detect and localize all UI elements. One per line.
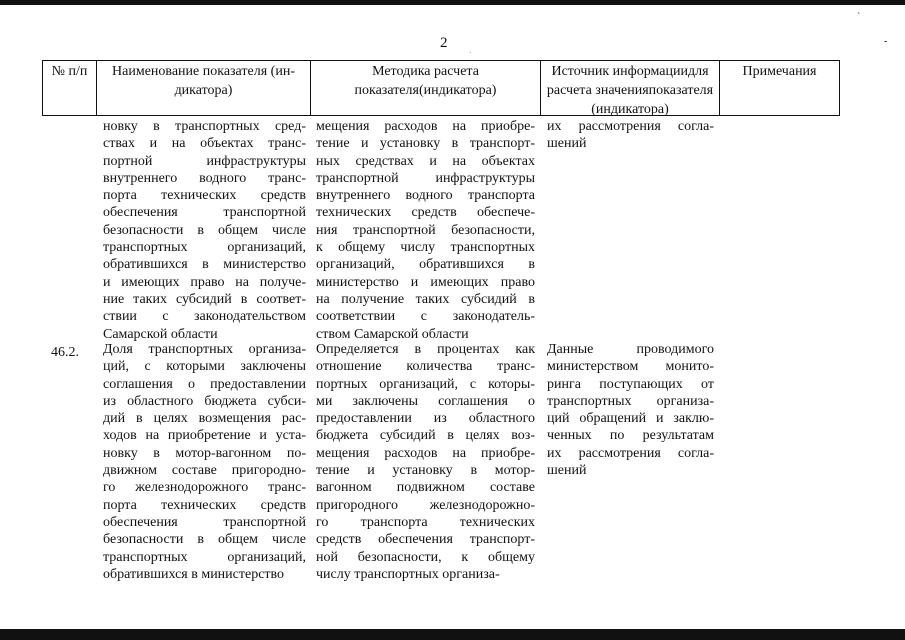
- text-line: обеспечения транспортной: [103, 205, 306, 221]
- text-line: соответствии с законодатель-: [316, 309, 535, 325]
- text-line: Примечания: [742, 64, 817, 79]
- text-line: шений: [547, 463, 587, 479]
- text-line: числу транспортных организа-: [316, 566, 500, 582]
- text-line: министерством монито-: [547, 359, 714, 375]
- text-line: отношение количества транс-: [316, 359, 535, 375]
- text-line: организаций, обратившихся в: [316, 257, 535, 273]
- text-line: обратившихся в министерство: [103, 566, 285, 582]
- block2-information-source: [547, 341, 714, 479]
- text-line: Наименование показателя (ин-: [112, 64, 295, 79]
- text-line: дий в целях возмещения рас-: [103, 411, 306, 427]
- text-line: к общему числу транспортных: [316, 240, 535, 256]
- text-line: мещения расходов на приобре-: [316, 445, 535, 461]
- text-line: обеспечения транспортной: [103, 514, 306, 530]
- top-border: [0, 0, 905, 5]
- text-line: внутреннего водного транс-: [103, 170, 306, 186]
- text-line: ние таких субсидий в соответ-: [103, 291, 306, 307]
- text-line: технических средств обеспече-: [316, 205, 535, 221]
- scan-dot: `: [857, 12, 861, 23]
- text-line: новку в транспортных сред-: [103, 119, 306, 134]
- text-line: порта технических средств: [103, 188, 306, 204]
- text-line: для расчета значения: [546, 64, 709, 98]
- text-line: (индикатора): [418, 83, 497, 98]
- text-line: ством Самарской области: [316, 326, 469, 342]
- header-information-source: [540, 60, 720, 116]
- text-line: ций, с которыми заключены: [103, 359, 306, 375]
- text-line: Определяется в процентах как: [316, 342, 535, 357]
- text-line: шений: [547, 136, 587, 152]
- row-number: 46.2.: [51, 345, 79, 360]
- text-line: новку в мотор-вагонном по-: [103, 445, 306, 461]
- text-line: соглашения о предоставлении: [103, 376, 306, 392]
- scan-dot: -: [884, 36, 888, 47]
- text-line: транспортных организа-: [547, 393, 714, 409]
- text-line: предоставлении из областного: [316, 411, 535, 427]
- text-line: Методика расчета показателя: [354, 64, 479, 98]
- text-line: ной безопасности, к общему: [316, 549, 535, 565]
- text-line: и имеющих право на получе-: [103, 274, 306, 290]
- text-line: порта технических средств: [103, 497, 306, 513]
- text-line: портных организаций, с которы-: [316, 376, 535, 392]
- text-line: безопасности в общем числе: [103, 222, 306, 238]
- page-number: 2: [440, 35, 448, 51]
- text-line: тение и установку в транспорт-: [316, 136, 535, 152]
- block1-indicator-name: [103, 118, 306, 343]
- block1-information-source: [547, 118, 714, 153]
- text-line: транспортной инфраструктуры: [316, 170, 535, 186]
- text-line: бюджета субсидий в целях воз-: [316, 428, 535, 444]
- text-line: министерство и имеющих право: [316, 274, 535, 290]
- text-line: го транспорта технических: [316, 514, 535, 530]
- text-line: их рассмотрения согла-: [547, 119, 714, 134]
- text-line: на получение таких субсидий в: [316, 291, 535, 307]
- text-line: внутреннего водного транспорта: [316, 188, 535, 204]
- text-line: транспортных организаций,: [103, 240, 306, 256]
- text-line: ния транспортной безопасности,: [316, 222, 535, 238]
- text-line: транспортных организаций,: [103, 549, 306, 565]
- header-number: [42, 60, 97, 116]
- text-line: их рассмотрения согла-: [547, 445, 714, 461]
- text-line: го железнодорожного транс-: [103, 480, 306, 496]
- text-line: обратившихся в министерство: [103, 257, 306, 273]
- block2-indicator-name: [103, 341, 306, 583]
- text-line: средств обеспечения транспорт-: [316, 532, 535, 548]
- block1-calculation-method: [316, 118, 535, 343]
- text-line: вагонном подвижном составе: [316, 480, 535, 496]
- text-line: тение и установку в мотор-: [316, 463, 535, 479]
- header-notes: [719, 60, 840, 116]
- header-calculation-method: [310, 60, 541, 116]
- text-line: дикатора): [174, 83, 233, 98]
- text-line: ствах и на объектах транс-: [103, 136, 306, 152]
- header-indicator-name: [96, 60, 311, 116]
- text-line: ций обращений и заклю-: [547, 411, 714, 427]
- text-line: из областного бюджета субси-: [103, 393, 306, 409]
- text-line: ходов на приобретение и уста-: [103, 428, 306, 444]
- text-line: безопасности в общем числе: [103, 532, 306, 548]
- block2-calculation-method: [316, 341, 535, 583]
- text-line: ми заключены соглашения о: [316, 393, 535, 409]
- text-line: Данные проводимого: [547, 342, 714, 357]
- text-line: Самарской области: [103, 326, 218, 342]
- text-line: Источник информации: [551, 64, 688, 79]
- text-line: портной инфраструктуры: [103, 153, 306, 169]
- text-line: показателя (индикатора): [591, 83, 714, 117]
- text-line: ных средствах и на объектах: [316, 153, 535, 169]
- scan-dot: ·: [469, 49, 472, 57]
- text-line: Доля транспортных организа-: [103, 342, 306, 357]
- text-line: ствии с законодательством: [103, 309, 306, 325]
- text-line: мещения расходов на приобре-: [316, 119, 535, 134]
- text-line: ринга поступающих от: [547, 376, 714, 392]
- bottom-border: [0, 629, 905, 640]
- text-line: № п/п: [51, 64, 88, 79]
- text-line: пригородного железнодорожно-: [316, 497, 535, 513]
- text-line: ченных по результатам: [547, 428, 714, 444]
- text-line: движном составе пригородно-: [103, 463, 306, 479]
